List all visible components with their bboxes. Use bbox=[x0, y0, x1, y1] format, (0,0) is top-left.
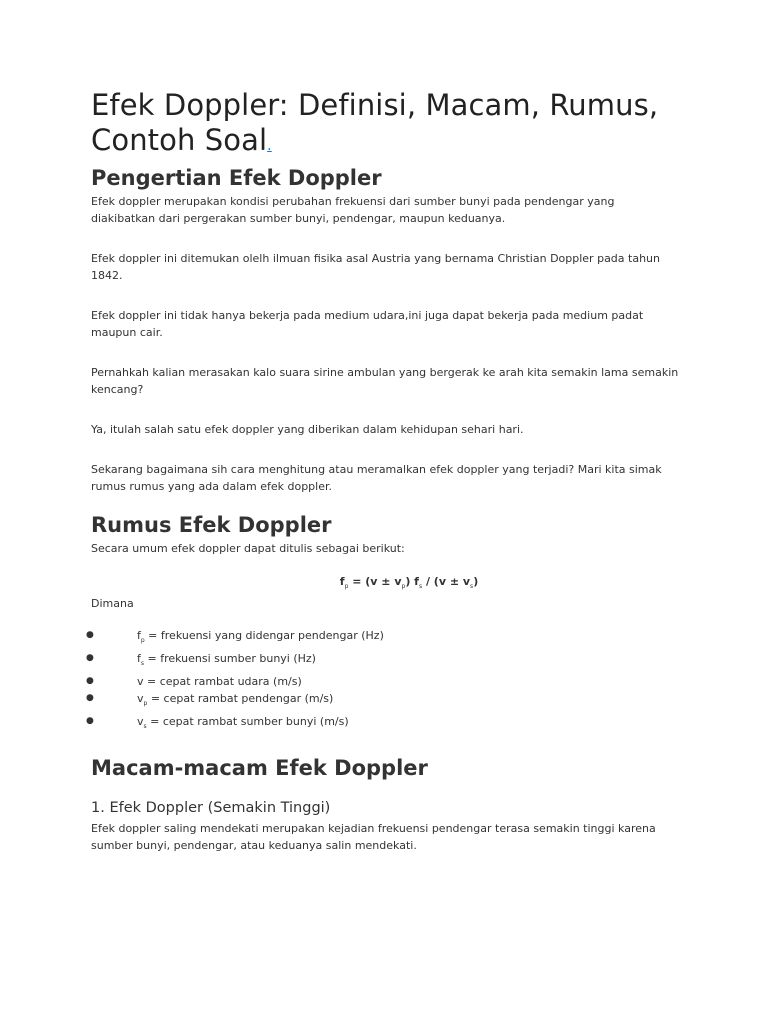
list-item bbox=[86, 713, 681, 736]
dimana-label: Dimana bbox=[91, 597, 134, 611]
var-sub: s bbox=[140, 660, 145, 668]
title-text: Efek Doppler: Definisi, Macam, Rumus, Contoh Soal bbox=[91, 88, 659, 157]
formula-mid: / (v ± v bbox=[422, 575, 471, 588]
list-item bbox=[86, 627, 681, 650]
formula-sub-p: p bbox=[344, 583, 349, 591]
var-symbol: v bbox=[137, 674, 144, 688]
heading-macam: Macam-macam Efek Doppler bbox=[91, 755, 428, 780]
list-item bbox=[86, 673, 681, 691]
var-desc: = cepat rambat pendengar (m/s) bbox=[147, 692, 334, 706]
var-desc: = frekuensi yang didengar pendengar (Hz) bbox=[144, 629, 384, 643]
paragraph-1: Efek doppler merupakan kondisi perubahan frekuensi dari sumber bunyi pada pendengar yang diakibatkan dari pergerakan sumber bunyi, pendengar, maupun keduanya. bbox=[91, 195, 615, 225]
var-symbol: v bbox=[137, 715, 144, 729]
paragraph-6: Sekarang bagaimana sih cara menghitung atau meramalkan efek doppler yang terjadi? Mari kita simak rumus rumus yang ada dalam efek doppler. bbox=[91, 463, 662, 493]
var-sub: p bbox=[140, 637, 145, 645]
bullet-icon: ● bbox=[86, 693, 94, 704]
var-symbol: f bbox=[137, 651, 141, 665]
formula-close1: ) f bbox=[405, 575, 419, 588]
paragraph-4: Pernahkah kalian merasakan kalo suara sirine ambulan yang bergerak ke arah kita semakin lama semakin kencang? bbox=[91, 366, 679, 396]
bullet-icon: ● bbox=[86, 716, 94, 727]
formula-sub-p2: p bbox=[401, 583, 406, 591]
rumus-intro: Secara umum efek doppler dapat ditulis sebagai berikut: bbox=[91, 542, 405, 555]
title-link[interactable]: . bbox=[267, 138, 272, 154]
formula-eq: = (v ± v bbox=[348, 575, 402, 588]
var-symbol: f bbox=[137, 629, 141, 643]
doppler-formula bbox=[91, 573, 681, 595]
heading-efek-semakin-tinggi: 1. Efek Doppler (Semakin Tinggi) bbox=[91, 799, 331, 816]
var-sub: p bbox=[143, 700, 148, 708]
formula-close2: ) bbox=[473, 575, 479, 588]
list-item bbox=[86, 690, 681, 713]
var-desc: = cepat rambat sumber bunyi (m/s) bbox=[146, 715, 349, 729]
list-item bbox=[86, 650, 681, 673]
var-sub: s bbox=[143, 723, 147, 731]
paragraph-2: Efek doppler ini ditemukan olelh ilmuan fisika asal Austria yang bernama Christian Doppler pada tahun 1842. bbox=[91, 252, 660, 282]
formula-sub-s: s bbox=[418, 583, 423, 591]
formula-sub-s2: s bbox=[470, 583, 474, 591]
var-desc: = frekuensi sumber bunyi (Hz) bbox=[144, 651, 316, 665]
bullet-icon: ● bbox=[86, 630, 94, 641]
document-page bbox=[86, 88, 681, 854]
variable-list bbox=[86, 627, 681, 736]
bullet-icon: ● bbox=[86, 652, 94, 663]
var-symbol: v bbox=[137, 692, 144, 706]
paragraph-semakin-tinggi: Efek doppler saling mendekati merupakan kejadian frekuensi pendengar terasa semakin tinggi karena sumber bunyi, pendengar, atau keduanya salin mendekati. bbox=[91, 821, 656, 852]
document-title bbox=[91, 88, 681, 164]
heading-pengertian: Pengertian Efek Doppler bbox=[91, 166, 382, 190]
paragraph-3: Efek doppler ini tidak hanya bekerja pada medium udara,ini juga dapat bekerja pada medium padat maupun cair. bbox=[91, 309, 644, 339]
bullet-icon: ● bbox=[86, 675, 94, 686]
paragraph-5: Ya, itulah salah satu efek doppler yang diberikan dalam kehidupan sehari hari. bbox=[91, 423, 524, 436]
var-desc: = cepat rambat udara (m/s) bbox=[143, 674, 302, 688]
heading-rumus: Rumus Efek Doppler bbox=[91, 513, 332, 537]
formula-f: f bbox=[339, 575, 345, 588]
